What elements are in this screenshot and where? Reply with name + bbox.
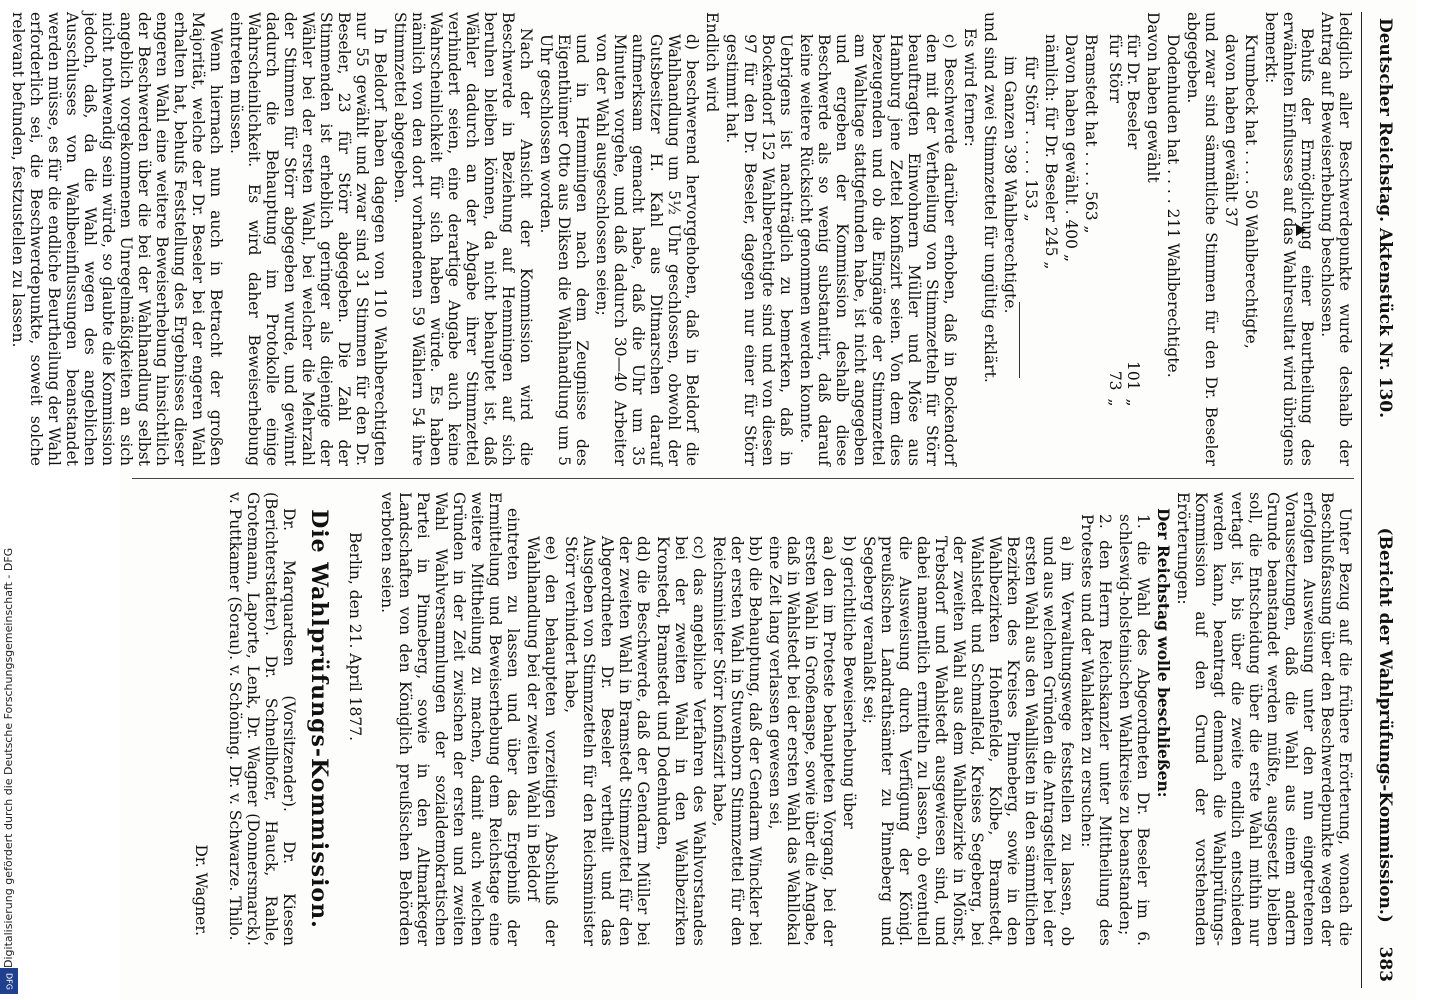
paragraph: Behufs der Ermöglichung einer Beurtheilung des erwähnten Einflusses auf das Wahlresultat wird übrigens bemerkt: [1262, 12, 1316, 466]
further-intro: Es wird ferner: [961, 28, 979, 147]
motion-item: eintreten zu lassen und über das Ergebniß der Ermittelung und Beweiserhebung dem Reichstage eine weitere Mittheilung zu machen, damit auch welchen Gründen in der Zeit zwischen der ersten und zweiten Wahl Wahlversammlungen der sozialdemokratischen Partei in Pinneberg, sowie in den Altmarkeger Landschaften von den Königlich preußischen Behörden verboten seien. [378, 492, 522, 946]
date-line: Berlin, den 21. April 1877. [346, 532, 364, 742]
header-section [1376, 527, 1394, 982]
column-divider [132, 478, 1354, 479]
votes-table [1106, 12, 1142, 466]
tally-line: nämlich: für Dr. Beseler 245 „ [1042, 34, 1060, 270]
vote-value: 101 [1124, 360, 1142, 391]
motion-item: aa) den im Proteste behaupteten Vorgang, bei der ersten Wahl in Großenaspe, sowie über die Angabe, daß in Wahlstedt bei der ersten Wahl das Wahllokal eine Zeit lang verlassen gewesen sei, [766, 536, 838, 946]
left-column [7, 12, 1354, 466]
item-d-5: Wenn hiernach nun auch in Betracht der großen Majorität, welche der Dr. Beseler bei der engeren Wahl erhalten hat, behufs Feststellung des Ergebnisses dieser engeren Wahl eine weitere Beweiserhebung hinsichtlich der Beschwerden über die bei der Wahlhandlung selbst angeblich vorgekommenen Unregelmäßigkeiten an sich nicht nothwendig sein würde, so glaubte die Kommission jedoch, daß, da die Wahl wegen des angeblichen Ausschlusses von Wahlbeeinflussungen beanstandet werden müsse, es für die endliche Beurtheilung der Wahl erforderlich sei, die Beschwerdepunkte, soweit solche relevant befunden, festzustellen zu lassen. [9, 12, 225, 466]
paragraph: Dodenhuden hat . . . . 211 Wahlberechtigte. [1164, 34, 1182, 378]
paragraph: und zwar sind sämmtliche Stimmen für den Dr. Beseler abgegeben. [1184, 12, 1220, 466]
tally-line: für Störr . . . . . 153 „ [1022, 56, 1040, 222]
votes-intro: Davon haben gewählt [1144, 12, 1162, 183]
vote-label: für Störr [1106, 34, 1124, 104]
paragraph: Krumbeck hat . . . . 50 Wahlberechtigte, [1242, 34, 1260, 349]
paragraph: lediglich aller Beschwerdepunkte wurde deshalb der Antrag auf Beweiserhebung beschlossen. [1318, 12, 1354, 466]
item-c: c) Beschwerde darüber erhoben, daß in Bockendorf den mit der Vertheilung von Stimmzetteln für Störr beauftragten Einwohnern Müller und Möse aus Hamburg jene Zettel konfiszirt seien. Von dem dies bezeugenden und ob die Eingänge der Stimmzettel am Wahltage stattgefunden habe, ist nicht angegeben und ergeben der Kommission deshalb diese Beschwerde als so wenig substantiirt, daß darauf keine weitere Rücksicht genommen werden konnte. [797, 34, 959, 466]
header-rule [1361, 12, 1362, 988]
dfg-logo: DFG [0, 968, 18, 994]
invalid-line: und sind zwei Stimmzettel für ungültig erklärt. [981, 12, 999, 383]
tally-line: Bramstedt hat . . . . 563 „ [1082, 34, 1100, 234]
motion-item: ee) den behaupteten vorzeitigen Abschluß der Wahlhandlung bei der zweiten Wahl in Beldorf [524, 536, 560, 946]
item-d-4: In Beldorf haben dagegen von 110 Wahlberechtigten nur 55 gewählt und zwar sind 31 Stimmen für den Dr. Beseler, 23 für Störr abgegeben. Die Zahl der Stimmenden ist erheblich geringer als diejenige der Wähler bei der ersten Wahl, bei welcher die Mehrzahl der Stimmen für Störr abgegeben wurde, und gewinnt dadurch die Behauptung im Protokolle einige Wahrscheinlichkeit. Es wird daher Beweiserhebung eintreten müssen. [227, 12, 389, 466]
motion-item: cc) das angebliche Verfahren des Wahlvorstandes bei der zweiten Wahl in den Wahlbezirken Kronstedt, Bramstedt und Dodenhuden, [654, 536, 708, 946]
motion-item: bb) die Behauptung, daß der Gendarm Winckler bei der ersten Wahl in Stuvenborn Stimmzettel für den Reichsminister Störr konfiszirt habe, [710, 536, 764, 946]
sum-rule [1019, 302, 1020, 378]
item-d: d) beschwerend hervorgehoben, daß in Beldorf die Wahlhandlung um 5½ Uhr geschlossen, obwohl der Gutsbesitzer H. Kahl aus Ditmarschen darauf aufmerksam gemacht habe, daß die Uhr um 35 Minuten vorgehe, und daß dadurch 30—40 Arbeiter von der Wahl ausgeschlossen seien; [593, 34, 701, 466]
commission-title: Die Wahlprüfungs-Kommission. [306, 509, 332, 929]
header-title: Deutscher Reichstag. Aktenstück Nr. 130. [1375, 18, 1395, 419]
vote-label: für Dr. Beseler [1124, 34, 1142, 150]
right-column [177, 492, 1354, 946]
item-d-3: Nach der Ansicht der Kommission wird die Beschwerde in Beziehung auf Hemmingen auf sich beruhen bleiben können, da nicht behauptet ist, daß Wähler dadurch an der Abgabe ihrer Stimmzettel verhindert seien, eine derartige Angabe auch keine Wahrscheinlichkeit für sich haben würde. Es haben nämlich von den dort vorhandenen 59 Wählern 54 ihre Stimmzettel abgegeben. [391, 12, 535, 466]
vote-unit: „ [1124, 398, 1142, 407]
motion-item: b) gerichtliche Beweiserhebung über [840, 536, 858, 829]
total-line: im Ganzen 398 Wahlberechtigte. [1001, 56, 1019, 314]
page-header [1368, 18, 1394, 982]
signature: Dr. Wagner. [192, 844, 211, 936]
vote-value: 73 [1106, 370, 1124, 391]
dfg-credit-text: Digitalisierung gefördert durch die Deutsche Forschungsgemeinschaft - DFG [2, 547, 15, 968]
intro-paragraph: Unter Bezug auf die frühere Erörterung, wonach die Beschlußfassung über den Beschwerdepunkte wegen der erfolgten Ausweisung unter den nun eingetretenen Voraussetzungen, daß die Wahl aus einem andern Grunde beanstandet werden müßte, ausgesetzt bleiben soll, die Entscheidung über die erste Wahl mithin nur vertagt ist, bis über die zweite endlich entschieden werden kann, beantragt demnach die Wahlprüfungs-Kommission auf den Grund der vorstehenden Erörterungen: [1174, 492, 1354, 946]
paragraph: davon haben gewählt 37 [1222, 34, 1240, 227]
item-c-note: Uebrigens ist nachträglich zu bemerken, daß in Bockendorf 152 Wahlberechtigte sind und von diesen 97 für den Dr. Beseler, dagegen nur einer für Störr gestimmt hat. [723, 34, 795, 466]
members-list: Dr. Marquardsen (Vorsitzender). Dr. Kiesen (Berichterstatter). Dr. Schnellhofer, Hauck, Rahle, Grotemann, Laporte, Lenk, Dr. Wagner (Donnersmarck). v. Puttkamer (Sorau). v. Schöning. Dr. v. Schwarze. Thilo. [226, 492, 298, 946]
table-row [1106, 12, 1124, 466]
motion-line: Der Reichstag wolle beschließen: [1154, 508, 1173, 798]
motion-item: dd) die Beschwerde, daß der Gendarm Müller bei der zweiten Wahl in Bramstedt Stimmzettel für den Abgeordneten Dr. Beseler vertheilt und das Ausgeben von Stimmzetteln für den Reichsminister Störr verhindert habe, [562, 536, 652, 946]
motion-item: a) im Verwaltungswege feststellen zu lassen, ob und aus welchen Gründen die Antragsteller bei der ersten Wahl aus den Wahllisten in den sämmtlichen Bezirken des Kreises Pinneberg, sowie in den Wahlbezirken Hohenfelde, Kolbe, Bramstedt, Wahlstedt und Schmalfeld, Kreises Segeberg, bei der zweiten Wahl aus dem Wahlbezirke in Mönst, Trebsdorf und Wahlstedt ausgewiesen sind, und dabei namentlich ermitteln zu lassen, ob eventuell die Ausweisung durch Verfügung der Königl. preußischen Landrathsämter zu Pinneberg und Segeberg veranlaßt sei; [860, 536, 1076, 946]
vote-unit: „ [1106, 398, 1124, 407]
item-d-2: und in Hemmingen nach dem Zeugnisse des Eigenthümer Otto aus Diksen die Wahlhandlung um 5 Uhr geschlossen worden. [537, 34, 591, 466]
motion-item: 1. die Wahl des Abgeordneten Dr. Beseler im 6. schleswig-holsteinischen Wahlkreise zu beanstanden; [1116, 514, 1152, 946]
page-number: 383 [1375, 946, 1395, 982]
motion-item: 2. den Herrn Reichskanzler unter Mittheilung des Protestes und der Wahlakten zu ersuchen: [1078, 514, 1114, 946]
table-row [1124, 12, 1142, 466]
header-section-label: (Bericht der Wahlprüfungs-Kommission.) [1375, 527, 1395, 923]
finally-intro: Endlich wird [703, 12, 721, 113]
margin-arrow-icon [1296, 224, 1306, 236]
tally-line: Davon haben gewählt . 400 „ [1062, 34, 1080, 262]
